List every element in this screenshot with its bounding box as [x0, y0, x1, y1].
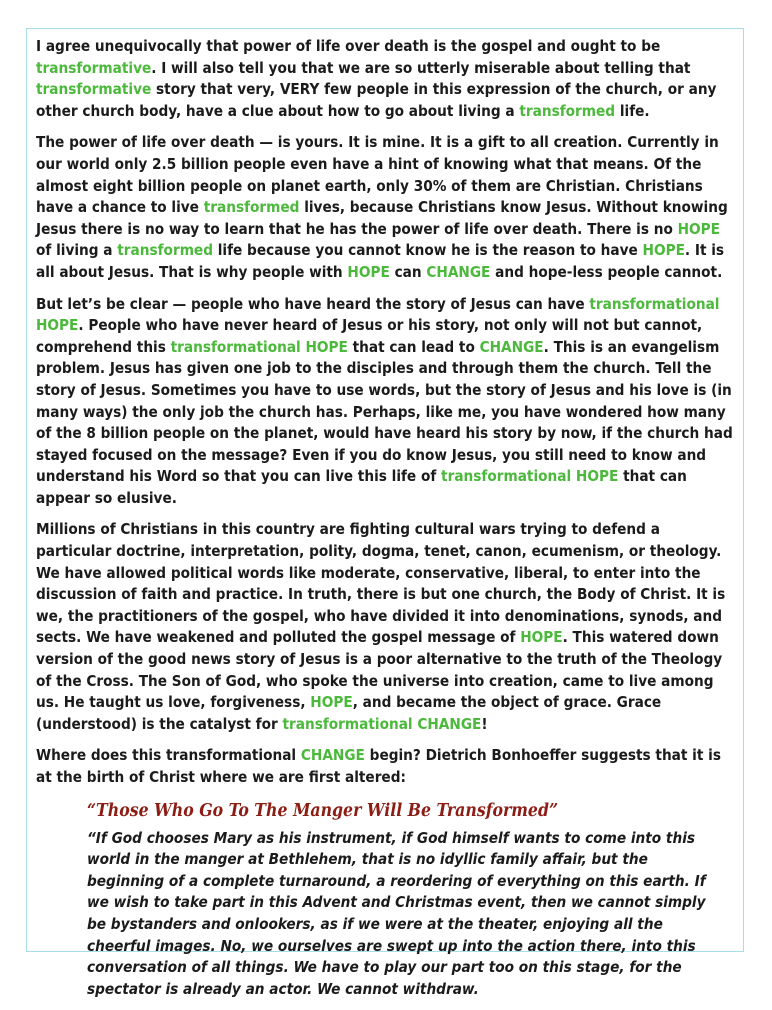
- highlighted-phrase: HOPE: [347, 262, 390, 281]
- paragraph-text: can: [389, 262, 427, 281]
- highlighted-phrase: transformative: [36, 58, 152, 77]
- paragraph-text: !: [481, 714, 488, 733]
- paragraph: [36, 36, 738, 122]
- highlighted-phrase: HOPE: [677, 219, 721, 238]
- paragraph-text: Where does this transformational: [36, 746, 301, 765]
- paragraph-text: story that very, VERY few people in this expression of the church, or any other church body, have a clue about how to go about living a: [36, 80, 717, 120]
- highlighted-phrase: transformative: [36, 80, 152, 99]
- highlighted-phrase: transformed: [519, 101, 616, 120]
- quote-title: “Those Who Go To The Manger Will Be Transformed”: [87, 800, 559, 821]
- paragraph-text: The power of life over death — is yours. It is mine. It is a gift to all creation. Currently in our world only 2.5 billion people even have a hint of knowing what that means. Of the almost eight billion people on planet earth, only 30% of them are Christian. Christians have a chance to live: [36, 133, 719, 217]
- paragraph-text: that can appear so elusive.: [36, 467, 687, 507]
- paragraph: [36, 519, 738, 735]
- paragraph-text: But let’s be clear — people who have heard the story of Jesus can have: [36, 294, 590, 313]
- paragraph-text: . It is all about Jesus. That is why people with: [36, 241, 725, 281]
- paragraphs: [36, 36, 738, 789]
- highlighted-phrase: transformational CHANGE: [282, 714, 482, 733]
- highlighted-phrase: transformed: [117, 241, 213, 260]
- paragraph: [36, 745, 738, 788]
- quote-body: “If God chooses Mary as his instrument, if God himself wants to come into this world in the manger at Bethlehem, that is no idyllic family affair, but the beginning of a complete turnaround, a reordering of everything on this earth. If we wish to take part in this Advent and Christmas event, then we cannot simply be bystanders and onlookers, as if we were at the theater, enjoying all the cheerful images. No, we ourselves are swept up into the action there, into this conversation of all things. We have to play our part too on this stage, for the spectator is already an actor. We cannot withdraw.: [87, 828, 706, 998]
- paragraph-text: I agree unequivocally that power of life over death is the gospel and ought to be: [36, 37, 661, 55]
- bonhoeffer-quote: [87, 799, 727, 1001]
- paragraph-text: begin? Dietrich Bonhoeffer suggests that it is at the birth of Christ where we are first altered:: [36, 746, 721, 786]
- paragraph-text: life.: [615, 101, 650, 120]
- paragraph-text: lives, because Christians know Jesus. Without knowing Jesus there is no way to learn that he has the power of life over death. There is no: [36, 198, 728, 238]
- paragraph-text: Millions of Christians in this country are fighting cultural wars trying to defend a particular doctrine, interpretation, polity, dogma, tenet, canon, ecumenism, or theology. We have allowed political words like moderate, conservative, liberal, to enter into the discussion of faith and practice. In truth, there is but one church, the Body of Christ. It is we, the practitioners of the gospel, who have divided it into denominations, synods, and sects. We have weakened and polluted the gospel message of: [36, 520, 726, 647]
- paragraph-text: . I will also tell you that we are so utterly miserable about telling that: [151, 58, 691, 77]
- paragraph-text: . This is an evangelism problem. Jesus has given one job to the disciples and through them the church. Tell the story of Jesus. Sometimes you have to use words, but the story of Jesus and his love is (in many ways) the only job the church has. Perhaps, like me, you have wondered how many of the 8 billion people on the planet, would have heard his story by now, if the church had stayed focused on the message? Even if you do know Jesus, you still need to know and understand his Word so that you can live this life of: [36, 337, 733, 486]
- highlighted-phrase: HOPE: [310, 693, 353, 712]
- highlighted-phrase: CHANGE: [426, 262, 491, 281]
- paragraph-text: of living a: [36, 241, 118, 260]
- highlighted-phrase: transformational HOPE: [441, 467, 619, 486]
- paragraph: [36, 294, 738, 510]
- paragraph-text: , and became the object of grace. Grace (understood) is the catalyst for: [36, 693, 662, 733]
- article-body: [36, 36, 738, 1010]
- paragraph-text: . This watered down version of the good news story of Jesus is a poor alternative to the truth of the Theology of the Cross. The Son of God, who spoke the universe into creation, came to live among us. He taught us love, forgiveness,: [36, 628, 723, 712]
- highlighted-phrase: transformational HOPE: [170, 337, 348, 356]
- highlighted-phrase: transformational HOPE: [36, 294, 720, 335]
- paragraph-text: . People who have never heard of Jesus or his story, not only will not but cannot, comprehend this: [36, 316, 703, 356]
- highlighted-phrase: HOPE: [642, 241, 685, 260]
- paragraph: [36, 132, 738, 283]
- highlighted-phrase: CHANGE: [300, 746, 365, 765]
- paragraph-text: that can lead to: [347, 337, 480, 356]
- paragraph-text: life because you cannot know he is the reason to have: [212, 241, 643, 260]
- highlighted-phrase: CHANGE: [479, 337, 544, 356]
- highlighted-phrase: HOPE: [520, 628, 563, 647]
- highlighted-phrase: transformed: [203, 198, 300, 217]
- paragraph-text: and hope-less people cannot.: [490, 262, 723, 281]
